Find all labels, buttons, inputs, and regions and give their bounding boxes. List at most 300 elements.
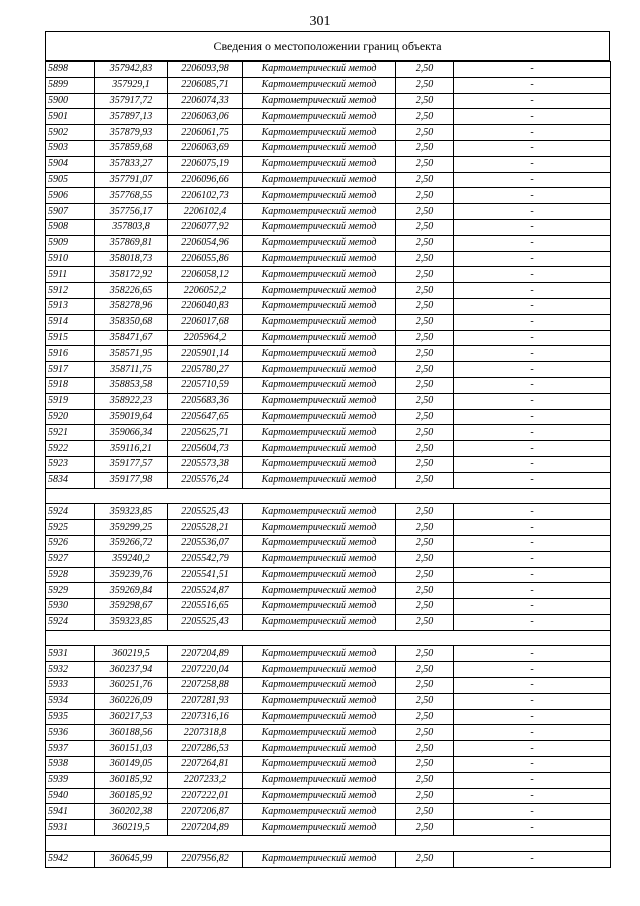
- coord-x-cell: 359299,25: [95, 520, 168, 536]
- coord-x-cell: 360185,92: [95, 788, 168, 804]
- table-row: [46, 156, 611, 172]
- coord-y-cell: 2206074,33: [168, 93, 243, 109]
- accuracy-cell: 2,50: [396, 346, 454, 362]
- point-number-cell: 5920: [46, 409, 95, 425]
- accuracy-cell: 2,50: [396, 441, 454, 457]
- table-row: [46, 204, 611, 220]
- method-cell: Картометрический метод: [243, 851, 396, 867]
- accuracy-cell: 2,50: [396, 283, 454, 299]
- accuracy-cell: 2,50: [396, 188, 454, 204]
- method-cell: Картометрический метод: [243, 409, 396, 425]
- point-number-cell: 5909: [46, 235, 95, 251]
- method-cell: Картометрический метод: [243, 156, 396, 172]
- accuracy-cell: 2,50: [396, 204, 454, 220]
- point-number-cell: 5899: [46, 77, 95, 93]
- description-cell: -: [454, 662, 611, 678]
- coord-x-cell: 360251,76: [95, 678, 168, 694]
- method-cell: Картометрический метод: [243, 614, 396, 630]
- coord-x-cell: 360151,03: [95, 741, 168, 757]
- accuracy-cell: 2,50: [396, 614, 454, 630]
- coord-y-cell: 2206058,12: [168, 267, 243, 283]
- method-cell: Картометрический метод: [243, 298, 396, 314]
- accuracy-cell: 2,50: [396, 646, 454, 662]
- description-cell: -: [454, 772, 611, 788]
- table-row: [46, 298, 611, 314]
- accuracy-cell: 2,50: [396, 314, 454, 330]
- coord-y-cell: 2207206,87: [168, 804, 243, 820]
- description-cell: -: [454, 219, 611, 235]
- description-cell: -: [454, 693, 611, 709]
- coord-y-cell: 2206055,86: [168, 251, 243, 267]
- coord-y-cell: 2205541,51: [168, 567, 243, 583]
- coord-y-cell: 2205964,2: [168, 330, 243, 346]
- method-cell: Картометрический метод: [243, 662, 396, 678]
- table-row: [46, 235, 611, 251]
- coord-y-cell: 2205573,38: [168, 456, 243, 472]
- table-row: [46, 472, 611, 488]
- accuracy-cell: 2,50: [396, 219, 454, 235]
- point-number-cell: 5912: [46, 283, 95, 299]
- accuracy-cell: 2,50: [396, 583, 454, 599]
- coord-x-cell: 360645,99: [95, 851, 168, 867]
- method-cell: Картометрический метод: [243, 330, 396, 346]
- coord-y-cell: 2205525,43: [168, 614, 243, 630]
- table-row: [46, 172, 611, 188]
- accuracy-cell: 2,50: [396, 535, 454, 551]
- coord-x-cell: 357803,8: [95, 219, 168, 235]
- coord-y-cell: 2207264,81: [168, 757, 243, 773]
- point-number-cell: 5936: [46, 725, 95, 741]
- coord-y-cell: 2206063,69: [168, 140, 243, 156]
- coord-x-cell: 357859,68: [95, 140, 168, 156]
- coord-y-cell: 2205901,14: [168, 346, 243, 362]
- coord-x-cell: 358571,95: [95, 346, 168, 362]
- point-number-cell: 5917: [46, 362, 95, 378]
- coord-y-cell: 2207286,53: [168, 741, 243, 757]
- description-cell: -: [454, 472, 611, 488]
- method-cell: Картометрический метод: [243, 535, 396, 551]
- coord-x-cell: 359019,64: [95, 409, 168, 425]
- coord-y-cell: 2206061,75: [168, 125, 243, 141]
- description-cell: -: [454, 77, 611, 93]
- coord-y-cell: 2206054,96: [168, 235, 243, 251]
- point-number-cell: 5923: [46, 456, 95, 472]
- coord-x-cell: 358172,92: [95, 267, 168, 283]
- description-cell: -: [454, 267, 611, 283]
- coord-y-cell: 2206077,92: [168, 219, 243, 235]
- description-cell: -: [454, 93, 611, 109]
- coord-x-cell: 358711,75: [95, 362, 168, 378]
- description-cell: -: [454, 804, 611, 820]
- point-number-cell: 5925: [46, 520, 95, 536]
- accuracy-cell: 2,50: [396, 741, 454, 757]
- point-number-cell: 5922: [46, 441, 95, 457]
- accuracy-cell: 2,50: [396, 362, 454, 378]
- description-cell: -: [454, 362, 611, 378]
- coord-x-cell: 357768,55: [95, 188, 168, 204]
- accuracy-cell: 2,50: [396, 298, 454, 314]
- method-cell: Картометрический метод: [243, 583, 396, 599]
- table-row: [46, 520, 611, 536]
- table-row: [46, 393, 611, 409]
- point-number-cell: 5932: [46, 662, 95, 678]
- table-row: [46, 551, 611, 567]
- coord-y-cell: 2205625,71: [168, 425, 243, 441]
- accuracy-cell: 2,50: [396, 804, 454, 820]
- table-row: [46, 614, 611, 630]
- point-number-cell: 5933: [46, 678, 95, 694]
- coord-y-cell: 2206096,66: [168, 172, 243, 188]
- point-number-cell: 5916: [46, 346, 95, 362]
- coord-y-cell: 2205542,79: [168, 551, 243, 567]
- accuracy-cell: 2,50: [396, 520, 454, 536]
- accuracy-cell: 2,50: [396, 567, 454, 583]
- accuracy-cell: 2,50: [396, 172, 454, 188]
- accuracy-cell: 2,50: [396, 251, 454, 267]
- coord-y-cell: 2205516,65: [168, 599, 243, 615]
- point-number-cell: 5942: [46, 851, 95, 867]
- point-number-cell: 5930: [46, 599, 95, 615]
- table-row: [46, 741, 611, 757]
- method-cell: Картометрический метод: [243, 599, 396, 615]
- table-row: [46, 109, 611, 125]
- point-number-cell: 5939: [46, 772, 95, 788]
- table-row: [46, 456, 611, 472]
- point-number-cell: 5935: [46, 709, 95, 725]
- description-cell: -: [454, 109, 611, 125]
- method-cell: Картометрический метод: [243, 757, 396, 773]
- table-row: [46, 441, 611, 457]
- table-row: [46, 409, 611, 425]
- table-row: [46, 678, 611, 694]
- table-row: [46, 851, 611, 867]
- coord-x-cell: 359266,72: [95, 535, 168, 551]
- method-cell: Картометрический метод: [243, 425, 396, 441]
- method-cell: Картометрический метод: [243, 678, 396, 694]
- coord-y-cell: 2207220,04: [168, 662, 243, 678]
- coord-x-cell: 357833,27: [95, 156, 168, 172]
- method-cell: Картометрический метод: [243, 140, 396, 156]
- description-cell: -: [454, 646, 611, 662]
- coord-y-cell: 2205576,24: [168, 472, 243, 488]
- description-cell: -: [454, 599, 611, 615]
- accuracy-cell: 2,50: [396, 788, 454, 804]
- accuracy-cell: 2,50: [396, 93, 454, 109]
- method-cell: Картометрический метод: [243, 346, 396, 362]
- coord-y-cell: 2206063,06: [168, 109, 243, 125]
- method-cell: Картометрический метод: [243, 314, 396, 330]
- coord-x-cell: 358278,96: [95, 298, 168, 314]
- coord-y-cell: 2205536,07: [168, 535, 243, 551]
- coord-y-cell: 2207316,16: [168, 709, 243, 725]
- coord-y-cell: 2206017,68: [168, 314, 243, 330]
- coord-y-cell: 2205780,27: [168, 362, 243, 378]
- point-number-cell: 5918: [46, 377, 95, 393]
- coord-x-cell: 358471,67: [95, 330, 168, 346]
- coord-y-cell: 2206040,83: [168, 298, 243, 314]
- point-number-cell: 5903: [46, 140, 95, 156]
- coord-x-cell: 359240,2: [95, 551, 168, 567]
- method-cell: Картометрический метод: [243, 804, 396, 820]
- description-cell: -: [454, 709, 611, 725]
- table-row: [46, 709, 611, 725]
- coordinates-table: [45, 61, 611, 868]
- description-cell: -: [454, 520, 611, 536]
- description-cell: -: [454, 62, 611, 78]
- point-number-cell: 5919: [46, 393, 95, 409]
- point-number-cell: 5938: [46, 757, 95, 773]
- coord-x-cell: 359323,85: [95, 504, 168, 520]
- accuracy-cell: 2,50: [396, 693, 454, 709]
- description-cell: -: [454, 583, 611, 599]
- description-cell: -: [454, 251, 611, 267]
- description-cell: -: [454, 567, 611, 583]
- coord-x-cell: 359269,84: [95, 583, 168, 599]
- description-cell: -: [454, 156, 611, 172]
- table-row: [46, 599, 611, 615]
- point-number-cell: 5931: [46, 820, 95, 836]
- method-cell: Картометрический метод: [243, 772, 396, 788]
- description-cell: -: [454, 283, 611, 299]
- coord-x-cell: 357929,1: [95, 77, 168, 93]
- point-number-cell: 5934: [46, 693, 95, 709]
- description-cell: -: [454, 140, 611, 156]
- coord-y-cell: 2205524,87: [168, 583, 243, 599]
- point-number-cell: 5941: [46, 804, 95, 820]
- accuracy-cell: 2,50: [396, 409, 454, 425]
- description-cell: -: [454, 409, 611, 425]
- point-number-cell: 5914: [46, 314, 95, 330]
- group-separator-cell: [46, 836, 611, 852]
- method-cell: Картометрический метод: [243, 93, 396, 109]
- description-cell: -: [454, 377, 611, 393]
- accuracy-cell: 2,50: [396, 156, 454, 172]
- table-row: [46, 77, 611, 93]
- point-number-cell: 5924: [46, 504, 95, 520]
- table-row: [46, 425, 611, 441]
- accuracy-cell: 2,50: [396, 472, 454, 488]
- table-row: [46, 362, 611, 378]
- point-number-cell: 5913: [46, 298, 95, 314]
- point-number-cell: 5915: [46, 330, 95, 346]
- accuracy-cell: 2,50: [396, 109, 454, 125]
- coord-x-cell: 360149,05: [95, 757, 168, 773]
- method-cell: Картометрический метод: [243, 741, 396, 757]
- accuracy-cell: 2,50: [396, 77, 454, 93]
- accuracy-cell: 2,50: [396, 425, 454, 441]
- method-cell: Картометрический метод: [243, 693, 396, 709]
- group-separator-row: [46, 836, 611, 852]
- method-cell: Картометрический метод: [243, 820, 396, 836]
- coord-x-cell: 358922,23: [95, 393, 168, 409]
- method-cell: Картометрический метод: [243, 441, 396, 457]
- accuracy-cell: 2,50: [396, 772, 454, 788]
- coord-x-cell: 357756,17: [95, 204, 168, 220]
- coord-x-cell: 359116,21: [95, 441, 168, 457]
- point-number-cell: 5908: [46, 219, 95, 235]
- table-row: [46, 646, 611, 662]
- accuracy-cell: 2,50: [396, 820, 454, 836]
- coord-x-cell: 358853,58: [95, 377, 168, 393]
- accuracy-cell: 2,50: [396, 709, 454, 725]
- accuracy-cell: 2,50: [396, 267, 454, 283]
- point-number-cell: 5921: [46, 425, 95, 441]
- table-row: [46, 188, 611, 204]
- description-cell: -: [454, 456, 611, 472]
- description-cell: -: [454, 757, 611, 773]
- coord-x-cell: 357897,13: [95, 109, 168, 125]
- method-cell: Картометрический метод: [243, 504, 396, 520]
- coord-x-cell: 359298,67: [95, 599, 168, 615]
- point-number-cell: 5931: [46, 646, 95, 662]
- table-row: [46, 251, 611, 267]
- description-cell: -: [454, 346, 611, 362]
- table-row: [46, 757, 611, 773]
- point-number-cell: 5905: [46, 172, 95, 188]
- method-cell: Картометрический метод: [243, 788, 396, 804]
- description-cell: -: [454, 551, 611, 567]
- accuracy-cell: 2,50: [396, 456, 454, 472]
- accuracy-cell: 2,50: [396, 851, 454, 867]
- coord-y-cell: 2207281,93: [168, 693, 243, 709]
- description-cell: -: [454, 235, 611, 251]
- group-separator-cell: [46, 488, 611, 504]
- table-row: [46, 772, 611, 788]
- table-row: [46, 567, 611, 583]
- point-number-cell: 5927: [46, 551, 95, 567]
- method-cell: Картометрический метод: [243, 235, 396, 251]
- accuracy-cell: 2,50: [396, 725, 454, 741]
- table-row: [46, 693, 611, 709]
- coord-y-cell: 2207318,8: [168, 725, 243, 741]
- description-cell: -: [454, 614, 611, 630]
- coord-x-cell: 360219,5: [95, 646, 168, 662]
- coord-y-cell: 2207233,2: [168, 772, 243, 788]
- coord-y-cell: 2207222,01: [168, 788, 243, 804]
- coord-y-cell: 2205528,21: [168, 520, 243, 536]
- accuracy-cell: 2,50: [396, 235, 454, 251]
- accuracy-cell: 2,50: [396, 377, 454, 393]
- coord-y-cell: 2206085,71: [168, 77, 243, 93]
- method-cell: Картометрический метод: [243, 646, 396, 662]
- point-number-cell: 5898: [46, 62, 95, 78]
- method-cell: Картометрический метод: [243, 62, 396, 78]
- method-cell: Картометрический метод: [243, 204, 396, 220]
- coord-x-cell: 357879,93: [95, 125, 168, 141]
- point-number-cell: 5928: [46, 567, 95, 583]
- accuracy-cell: 2,50: [396, 757, 454, 773]
- table-row: [46, 267, 611, 283]
- accuracy-cell: 2,50: [396, 62, 454, 78]
- method-cell: Картометрический метод: [243, 709, 396, 725]
- description-cell: -: [454, 425, 611, 441]
- coord-y-cell: 2205710,59: [168, 377, 243, 393]
- description-cell: -: [454, 741, 611, 757]
- coord-x-cell: 358350,68: [95, 314, 168, 330]
- coord-y-cell: 2207204,89: [168, 646, 243, 662]
- coord-y-cell: 2206052,2: [168, 283, 243, 299]
- description-cell: -: [454, 441, 611, 457]
- coord-y-cell: 2206102,73: [168, 188, 243, 204]
- accuracy-cell: 2,50: [396, 393, 454, 409]
- table-row: [46, 314, 611, 330]
- page-number: 301: [309, 14, 331, 29]
- coord-y-cell: 2206102,4: [168, 204, 243, 220]
- point-number-cell: 5910: [46, 251, 95, 267]
- point-number-cell: 5900: [46, 93, 95, 109]
- accuracy-cell: 2,50: [396, 662, 454, 678]
- description-cell: -: [454, 725, 611, 741]
- point-number-cell: 5834: [46, 472, 95, 488]
- table-row: [46, 62, 611, 78]
- description-cell: -: [454, 788, 611, 804]
- point-number-cell: 5924: [46, 614, 95, 630]
- description-cell: -: [454, 535, 611, 551]
- coord-y-cell: 2205683,36: [168, 393, 243, 409]
- table-row: [46, 820, 611, 836]
- method-cell: Картометрический метод: [243, 109, 396, 125]
- coord-x-cell: 360202,38: [95, 804, 168, 820]
- table-row: [46, 788, 611, 804]
- description-cell: -: [454, 678, 611, 694]
- table-row: [46, 804, 611, 820]
- table-row: [46, 140, 611, 156]
- coordinates-body: [46, 62, 611, 868]
- accuracy-cell: 2,50: [396, 551, 454, 567]
- coord-x-cell: 360237,94: [95, 662, 168, 678]
- coord-y-cell: 2206075,19: [168, 156, 243, 172]
- point-number-cell: 5901: [46, 109, 95, 125]
- coord-x-cell: 359323,85: [95, 614, 168, 630]
- accuracy-cell: 2,50: [396, 678, 454, 694]
- coord-y-cell: 2205525,43: [168, 504, 243, 520]
- group-separator-row: [46, 630, 611, 646]
- method-cell: Картометрический метод: [243, 251, 396, 267]
- accuracy-cell: 2,50: [396, 140, 454, 156]
- point-number-cell: 5937: [46, 741, 95, 757]
- point-number-cell: 5929: [46, 583, 95, 599]
- coord-x-cell: 359177,98: [95, 472, 168, 488]
- coord-y-cell: 2205647,65: [168, 409, 243, 425]
- point-number-cell: 5904: [46, 156, 95, 172]
- coord-x-cell: 357942,83: [95, 62, 168, 78]
- table-row: [46, 725, 611, 741]
- accuracy-cell: 2,50: [396, 125, 454, 141]
- method-cell: Картометрический метод: [243, 520, 396, 536]
- method-cell: Картометрический метод: [243, 188, 396, 204]
- coord-y-cell: 2207258,88: [168, 678, 243, 694]
- table-row: [46, 125, 611, 141]
- description-cell: -: [454, 851, 611, 867]
- description-cell: -: [454, 330, 611, 346]
- description-cell: -: [454, 820, 611, 836]
- coord-x-cell: 359066,34: [95, 425, 168, 441]
- method-cell: Картометрический метод: [243, 362, 396, 378]
- description-cell: -: [454, 393, 611, 409]
- method-cell: Картометрический метод: [243, 219, 396, 235]
- table-row: [46, 535, 611, 551]
- description-cell: -: [454, 172, 611, 188]
- accuracy-cell: 2,50: [396, 330, 454, 346]
- method-cell: Картометрический метод: [243, 377, 396, 393]
- method-cell: Картометрический метод: [243, 283, 396, 299]
- description-cell: -: [454, 314, 611, 330]
- point-number-cell: 5911: [46, 267, 95, 283]
- coord-y-cell: 2207956,82: [168, 851, 243, 867]
- point-number-cell: 5902: [46, 125, 95, 141]
- coord-x-cell: 359239,76: [95, 567, 168, 583]
- table-row: [46, 283, 611, 299]
